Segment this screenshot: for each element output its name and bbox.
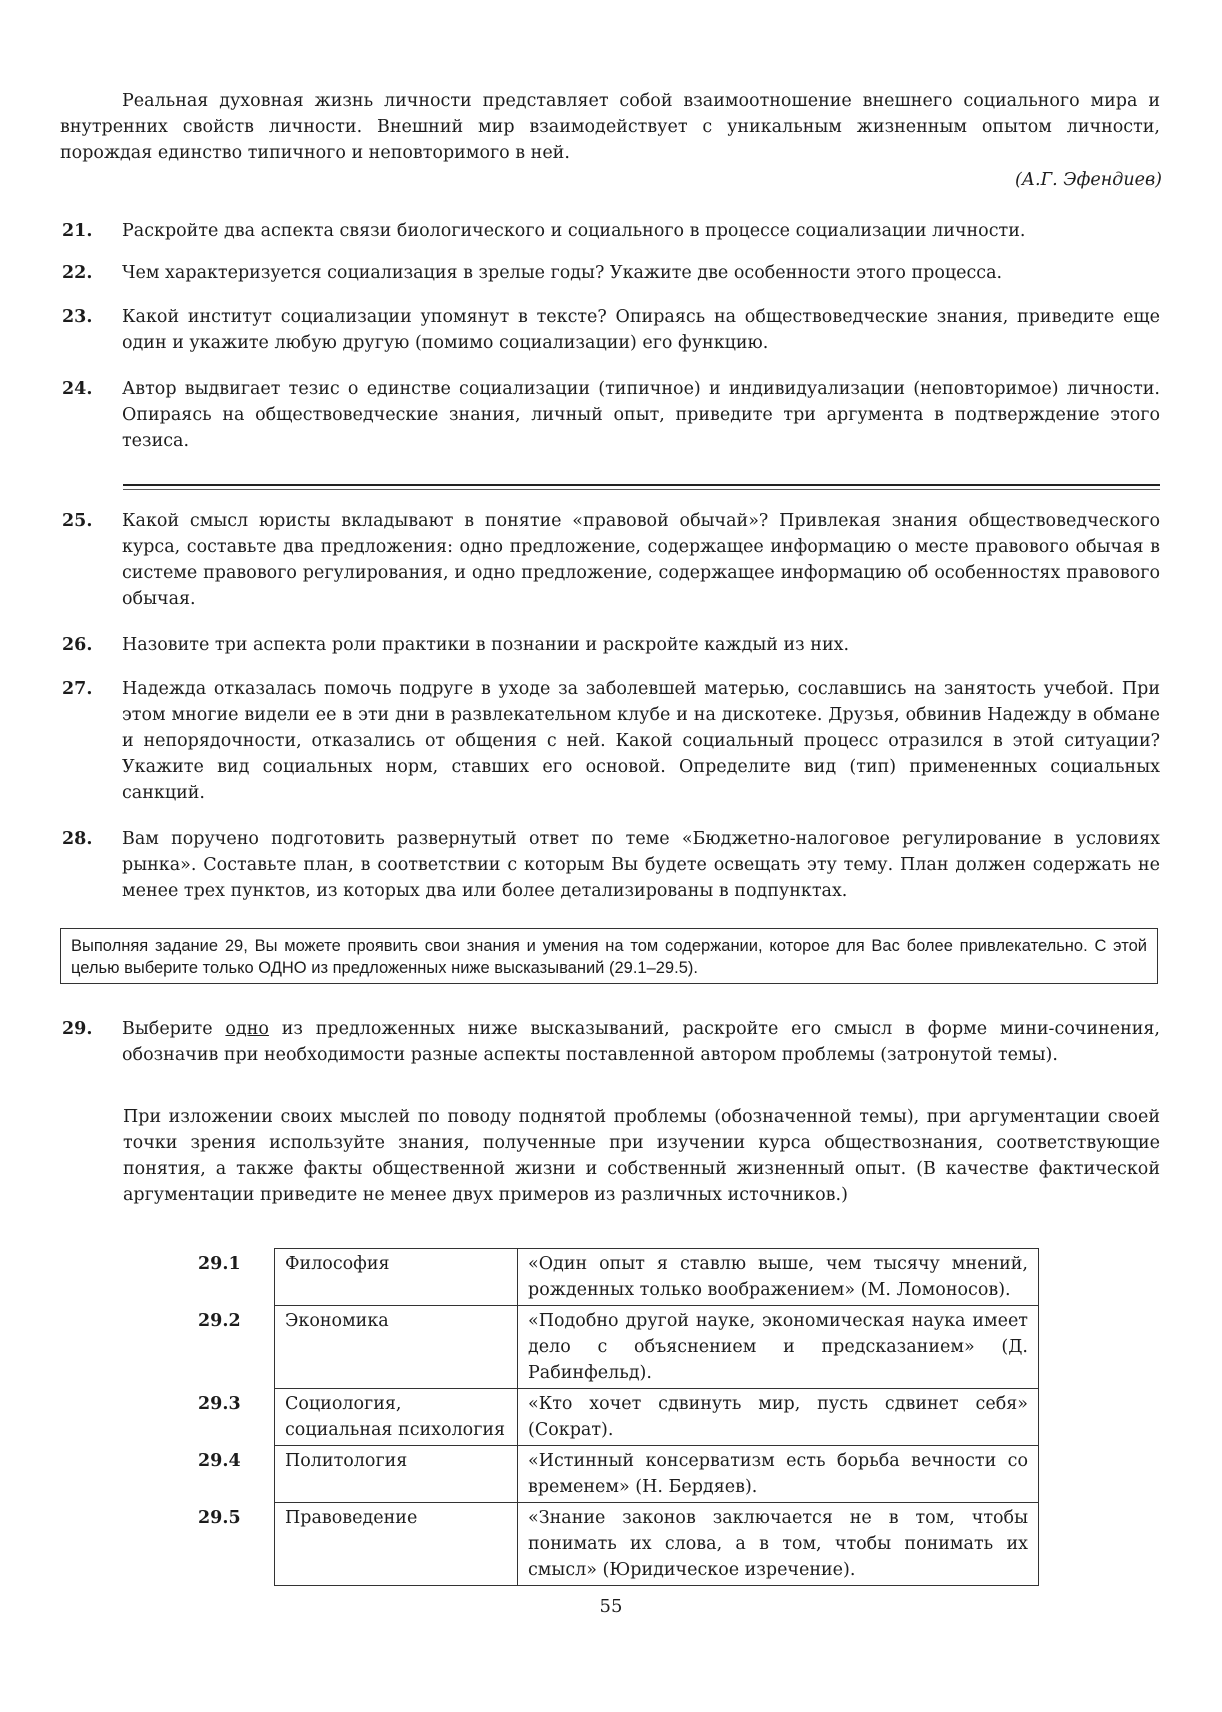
topic-number: 29.5 [198, 1507, 241, 1528]
question-25 [60, 508, 1160, 612]
table-row [190, 1389, 1039, 1446]
topic-quote: «Подобно другой науке, экономическая наука имеет дело с объяснением и предсказанием» (Д. Рабинфельд). [518, 1306, 1039, 1389]
topic-number: 29.3 [198, 1393, 241, 1414]
topic-subject: Социология, социальная психология [275, 1389, 518, 1446]
page-number: 55 [599, 1596, 623, 1617]
question-text: Надежда отказалась помочь подруге в уходе за заболевшей матерью, сославшись на занятость учебой. При этом многие видели ее в эти дни в развлекательном клубе и на дискотеке. Друзья, обвинив Надежду в обмане и непорядочности, отказались от общения с ней. Какой социальный процесс отразился в этой ситуации? Укажите вид социальных норм, ставших его основой. Определите вид (тип) примененных социальных санкций. [122, 679, 1160, 803]
question-number: 28. [62, 829, 93, 849]
section-divider-thin [123, 489, 1160, 490]
question-number: 27. [62, 679, 93, 699]
topic-subject: Экономика [275, 1306, 518, 1389]
topic-quote: «Кто хочет сдвинуть мир, пусть сдвинет себя» (Сократ). [518, 1389, 1039, 1446]
question-number: 24. [62, 379, 93, 399]
question-text: Назовите три аспекта роли практики в познании и раскройте каждый из них. [122, 635, 850, 655]
table-row [190, 1446, 1039, 1503]
table-row [190, 1249, 1039, 1306]
question-24 [60, 376, 1160, 454]
table-row [190, 1306, 1039, 1389]
question-number: 29. [62, 1019, 93, 1039]
question-text: Какой институт социализации упомянут в тексте? Опираясь на обществоведческие знания, приведите еще один и укажите любую другую (помимо социализации) его функцию. [122, 307, 1160, 353]
question-text [122, 1016, 1160, 1068]
intro-text: Реальная духовная жизнь личности представляет собой взаимоотношение внешнего социального мира и внутренних свойств личности. Внешний мир взаимодействует с уникальным жизненным опытом личности, порождая единство типичного и неповторимого в ней. [60, 91, 1160, 163]
question-text-part: из предложенных ниже высказываний, раскройте его смысл в форме мини-сочинения, обозначив при необходимости разные аспекты поставленной автором проблемы (затронутой темы). [122, 1019, 1160, 1065]
question-number: 23. [62, 307, 93, 327]
question-number: 25. [62, 511, 93, 531]
question-28 [60, 826, 1160, 904]
question-text: Чем характеризуется социализация в зрелые годы? Укажите две особенности этого процесса. [122, 263, 1003, 283]
question-text-underlined: одно [225, 1019, 269, 1039]
question-number: 26. [62, 635, 93, 655]
question-23 [60, 304, 1160, 356]
question-number: 22. [62, 263, 93, 283]
table-row [190, 1503, 1039, 1586]
question-text-part: Выберите [122, 1019, 226, 1039]
question-29 [60, 1016, 1160, 1068]
topic-subject: Философия [275, 1249, 518, 1306]
question-26 [60, 632, 1160, 658]
question-text: Автор выдвигает тезис о единстве социализации (типичное) и индивидуализации (неповторимое) личности. Опираясь на обществоведческие знания, личный опыт, приведите три аргумента в подтверждение этого тезиса. [122, 379, 1160, 451]
topics-table [190, 1248, 1039, 1586]
intro-attribution: (А.Г. Эфендиев) [1014, 170, 1162, 190]
topic-quote: «Один опыт я ставлю выше, чем тысячу мнений, рожденных только воображением» (М. Ломоносов). [518, 1249, 1039, 1306]
topic-number: 29.4 [198, 1450, 241, 1471]
question-29-instructions: При изложении своих мыслей по поводу поднятой проблемы (обозначенной темы), при аргументации своей точки зрения используйте знания, полученные при изучении курса обществознания, соответствующие понятия, а также факты общественной жизни и собственный жизненный опыт. (В качестве фактической аргументации приведите не менее двух примеров из различных источников.) [123, 1107, 1160, 1205]
question-text: Раскройте два аспекта связи биологического и социального в процессе социализации личности. [122, 221, 1026, 241]
topic-subject: Политология [275, 1446, 518, 1503]
topic-quote: «Истинный консерватизм есть борьба вечности со временем» (Н. Бердяев). [518, 1446, 1039, 1503]
topic-number: 29.2 [198, 1310, 241, 1331]
topic-quote: «Знание законов заключается не в том, чтобы понимать их слова, а в том, чтобы понимать их смысл» (Юридическое изречение). [518, 1503, 1039, 1586]
question-text: Вам поручено подготовить развернутый ответ по теме «Бюджетно-налоговое регулирование в условиях рынка». Составьте план, в соответствии с которым Вы будете освещать эту тему. План должен содержать не менее трех пунктов, из которых два или более детализированы в подпунктах. [122, 829, 1160, 901]
question-21 [60, 218, 1160, 244]
question-text: Какой смысл юристы вкладывают в понятие «правовой обычай»? Привлекая знания обществоведческого курса, составьте два предложения: одно предложение, содержащее информацию о месте правового обычая в системе правового регулирования, и одно предложение, содержащее информацию об особенностях правового обычая. [122, 511, 1160, 609]
section-divider [123, 484, 1160, 486]
question-22 [60, 260, 1160, 286]
question-number: 21. [62, 221, 93, 241]
topic-subject: Правоведение [275, 1503, 518, 1586]
topic-number: 29.1 [198, 1253, 241, 1274]
task-29-notice: Выполняя задание 29, Вы можете проявить свои знания и умения на том содержании, которое для Вас более привлекательно. С этой целью выберите только ОДНО из предложенных ниже высказываний (29.1–29.5). [60, 928, 1158, 984]
question-27 [60, 676, 1160, 806]
